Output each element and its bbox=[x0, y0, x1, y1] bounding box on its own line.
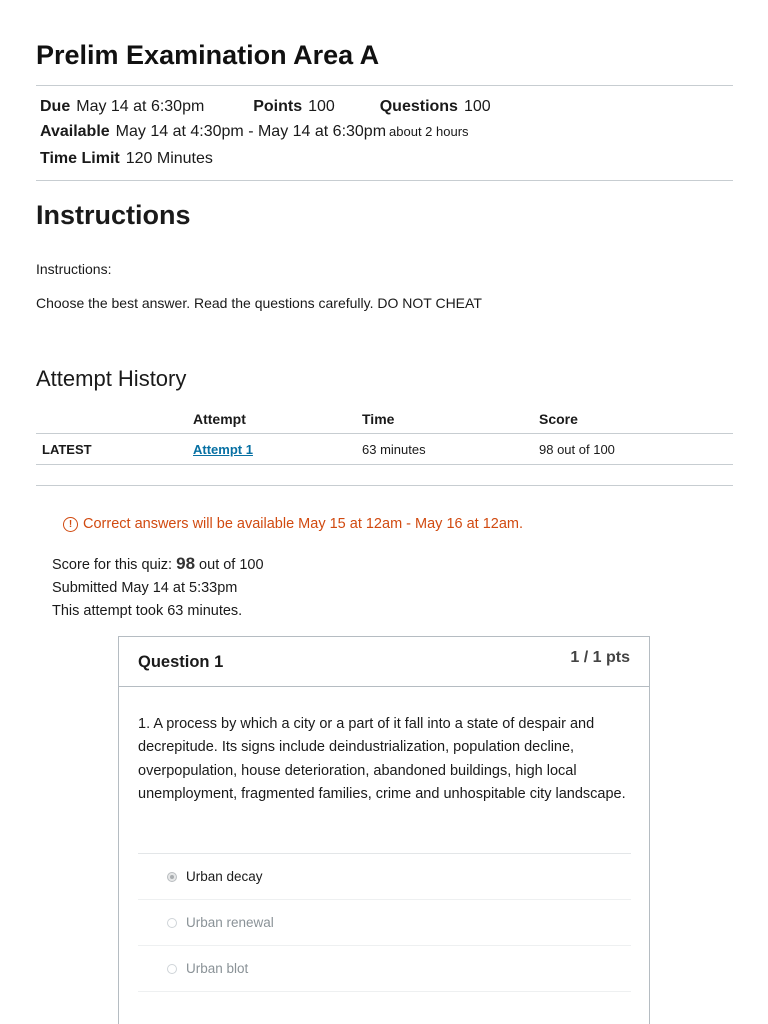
page-title: Prelim Examination Area A bbox=[36, 40, 380, 70]
quiz-score bbox=[52, 554, 264, 574]
question-header bbox=[119, 637, 649, 687]
available-label: Available bbox=[40, 123, 110, 140]
divider bbox=[36, 85, 733, 86]
attempt-time: 63 minutes bbox=[362, 434, 539, 465]
questions-label: Questions bbox=[379, 98, 458, 115]
column-header-attempt: Attempt bbox=[193, 404, 362, 434]
score-value: 98 bbox=[176, 554, 196, 573]
quiz-meta-row-3 bbox=[40, 150, 213, 168]
answer-option[interactable] bbox=[138, 900, 631, 946]
attempt-history-table bbox=[36, 404, 733, 465]
question-name: Question 1 bbox=[138, 653, 224, 671]
attempt-score: 98 out of 100 bbox=[539, 434, 733, 465]
available-note: about 2 hours bbox=[389, 124, 469, 139]
question-points: 1 / 1 pts bbox=[570, 649, 630, 666]
divider bbox=[36, 485, 733, 486]
questions-value: 100 bbox=[463, 98, 491, 115]
notice-text: Correct answers will be available May 15 at 12am - May 16 at 12am. bbox=[83, 516, 524, 532]
warning-circle-icon: ! bbox=[63, 517, 78, 532]
time-limit-label: Time Limit bbox=[40, 150, 120, 167]
attempt-link[interactable]: Attempt 1 bbox=[193, 441, 253, 457]
table-header-row bbox=[36, 404, 733, 434]
points-label: Points bbox=[253, 98, 303, 115]
correct-answers-notice bbox=[63, 516, 523, 532]
score-suffix: out of 100 bbox=[195, 557, 264, 573]
question-text: 1. A process by which a city or a part of it fall into a state of despair and decrepitude. Its signs include deindustrialization, population decline, overpopulation, house deterioration, abandoned buildings, high local unemployment, fragmented families, crime and unhospitable city landscape. bbox=[138, 716, 626, 802]
attempt-history-heading: Attempt History bbox=[36, 366, 187, 391]
time-limit-value: 120 Minutes bbox=[125, 150, 213, 167]
score-prefix: Score for this quiz: bbox=[52, 557, 177, 573]
radio-selected-icon[interactable] bbox=[167, 872, 177, 882]
radio-icon[interactable] bbox=[167, 964, 177, 974]
instructions-heading: Instructions bbox=[36, 200, 191, 230]
answer-label: Urban decay bbox=[186, 869, 263, 884]
answer-option[interactable] bbox=[138, 854, 631, 900]
column-header-time: Time bbox=[362, 404, 539, 434]
question-card bbox=[118, 636, 650, 1024]
latest-label: LATEST bbox=[36, 434, 193, 465]
points-value: 100 bbox=[308, 98, 335, 115]
answer-list bbox=[138, 853, 631, 992]
submitted-time: Submitted May 14 at 5:33pm bbox=[52, 580, 238, 596]
attempt-duration: This attempt took 63 minutes. bbox=[52, 603, 243, 619]
table-row bbox=[36, 434, 733, 465]
quiz-meta-row-2 bbox=[40, 123, 469, 141]
radio-icon[interactable] bbox=[167, 918, 177, 928]
due-label: Due bbox=[40, 98, 71, 115]
instructions-text: Choose the best answer. Read the questions carefully. DO NOT CHEAT bbox=[36, 295, 482, 311]
answer-label: Urban blot bbox=[186, 961, 249, 976]
available-value: May 14 at 4:30pm - May 14 at 6:30pm bbox=[115, 123, 387, 140]
quiz-meta-row-1 bbox=[40, 98, 491, 116]
divider bbox=[36, 180, 733, 181]
answer-option[interactable] bbox=[138, 946, 631, 992]
column-header-score: Score bbox=[539, 404, 733, 434]
column-header bbox=[36, 404, 193, 434]
answer-label: Urban renewal bbox=[186, 915, 274, 930]
instructions-label: Instructions: bbox=[36, 261, 112, 277]
due-value: May 14 at 6:30pm bbox=[76, 98, 205, 115]
